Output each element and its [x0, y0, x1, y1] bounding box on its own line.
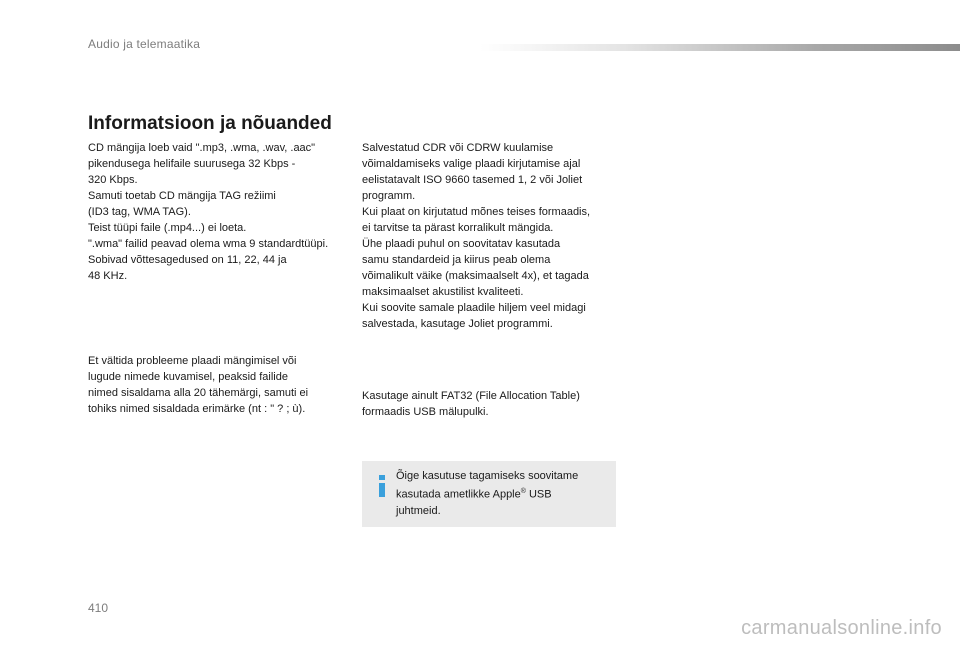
page-number: 410 [88, 601, 109, 615]
info-note-box [362, 461, 616, 527]
page-title: Informatsioon ja nõuanded [88, 113, 332, 134]
right-paragraph-disc-burning: Salvestatud CDR või CDRW kuulamise võimaldamiseks valige plaadi kirjutamise ajal eelistatavalt ISO 9660 tasemed 1, 2 või Joliet programm. Kui plaat on kirjutatud mõnes teises formaadis, ei tarvitse ta pärast korralikult mängida. Ühe plaadi puhul on soovitatav kasutada samu standardeid ja kiirus peab olema võimalikult väike (maksimaalselt 4x), et tagada maksimaalset akustilist kvaliteeti. Kui soovite samale plaadile hiljem veel midagi salvestada, kasutage Joliet programmi. [362, 142, 591, 330]
left-paragraph-file-names: Et vältida probleeme plaadi mängimisel või lugude nimede kuvamisel, peaksid failide nimed sisaldama alla 20 tähemärgi, samuti ei tohiks nimed sisaldada erimärke (nt : " ? ; ù). [88, 355, 309, 415]
watermark: carmanualsonline.info [741, 617, 942, 639]
info-note-text [396, 468, 606, 519]
header-decorative-bar [480, 44, 960, 51]
info-text-after: USB juhtmeid. [396, 488, 552, 517]
info-text-before: Õige kasutuse tagamiseks soovitame kasutada ametlikke Apple [396, 470, 579, 501]
section-title: Audio ja telemaatika [88, 37, 201, 51]
left-paragraph-file-formats: CD mängija loeb vaid ".mp3, .wma, .wav, .aac" pikendusega helifaile suurusega 32 Kbps - 320 Kbps. Samuti toetab CD mängija TAG režiimi (ID3 tag, WMA TAG). Teist tüüpi faile (.mp4...) ei loeta. ".wma" failid peavad olema wma 9 standardtüüpi. Sobivad võttesagedused on 11, 22, 44 ja 48 KHz. [88, 142, 329, 282]
info-icon [376, 475, 388, 497]
right-paragraph-usb-format: Kasutage ainult FAT32 (File Allocation Table) formaadis USB mälupulki. [362, 390, 580, 418]
registered-mark: ® [520, 488, 526, 495]
